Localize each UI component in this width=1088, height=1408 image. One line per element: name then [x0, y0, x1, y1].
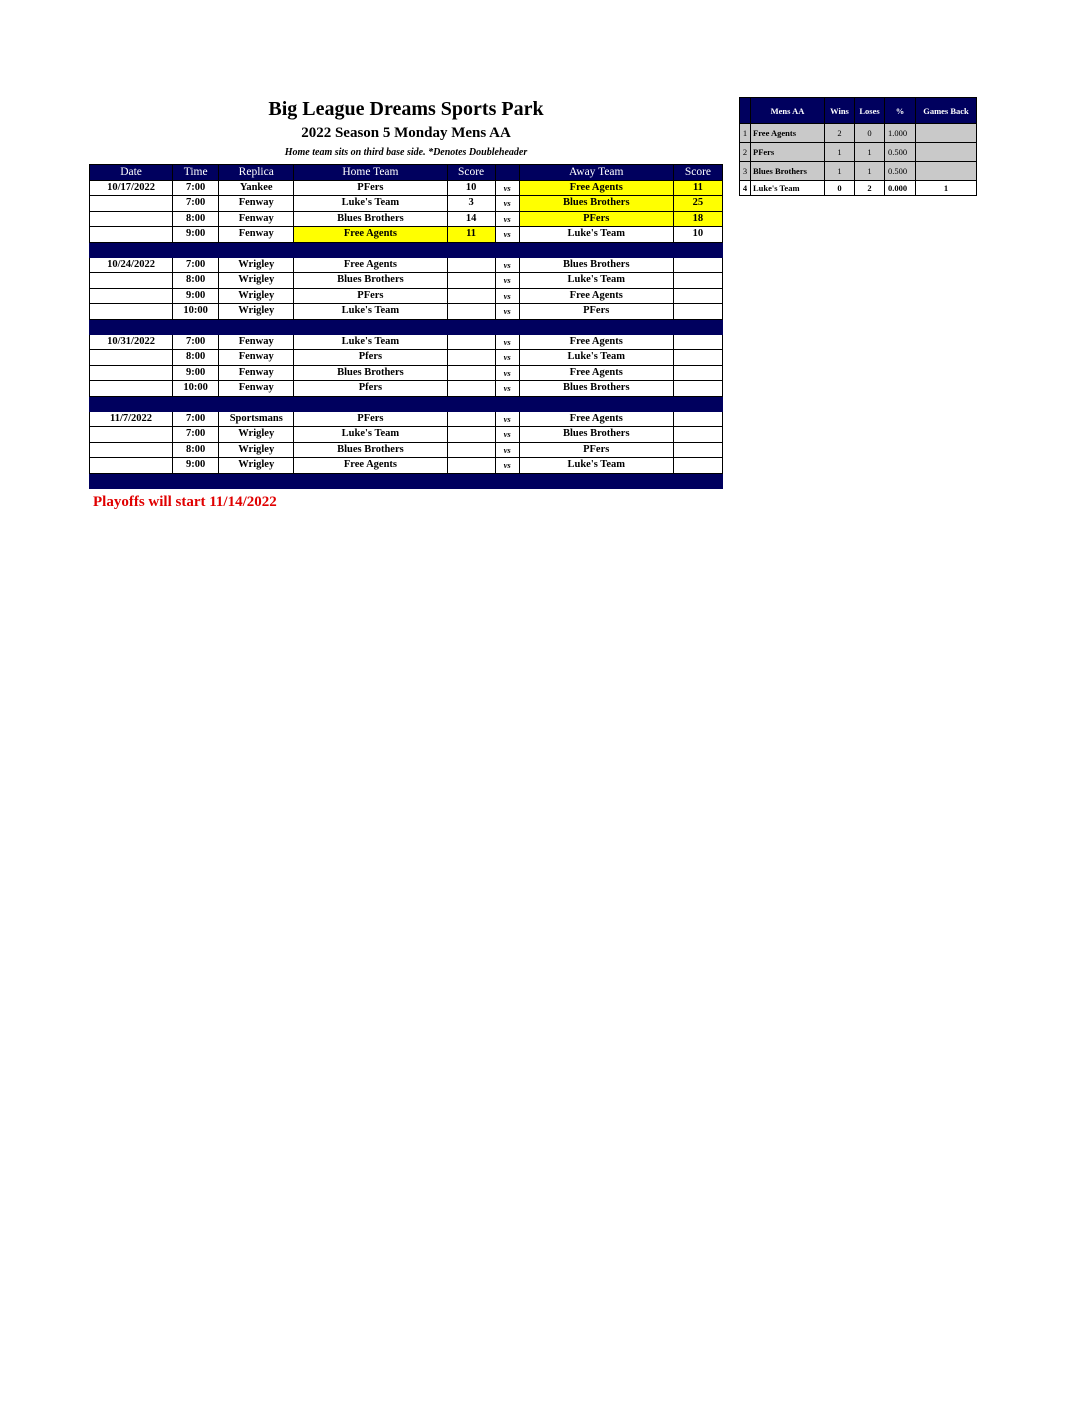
standings-row: [740, 124, 977, 143]
standings-pct: 0.500: [885, 143, 916, 162]
separator-cell: [495, 319, 519, 334]
standings-loses: 1: [855, 143, 885, 162]
home-team: Blues Brothers: [294, 273, 447, 289]
separator-cell: [294, 473, 447, 488]
schedule-body: [90, 180, 723, 488]
standings-rank: 3: [740, 162, 751, 181]
game-date: [90, 288, 173, 304]
standings-body: [740, 124, 977, 196]
game-field: Fenway: [219, 365, 294, 381]
away-score: [673, 257, 722, 273]
standings-games-back: [916, 143, 977, 162]
away-team: PFers: [519, 304, 673, 320]
separator-cell: [90, 396, 173, 411]
standings-wins: 1: [825, 143, 855, 162]
page-note: Home team sits on third base side. *Denotes Doubleheader: [284, 147, 528, 158]
away-team: Free Agents: [519, 365, 673, 381]
game-date: [90, 273, 173, 289]
away-team: Free Agents: [519, 180, 673, 196]
game-field: Yankee: [219, 180, 294, 196]
game-time: 9:00: [173, 458, 219, 474]
column-header-date: Date: [90, 165, 173, 181]
game-time: 7:00: [173, 411, 219, 427]
column-header-time: Time: [173, 165, 219, 181]
home-score: [447, 257, 495, 273]
game-time: 8:00: [173, 350, 219, 366]
home-score: [447, 442, 495, 458]
game-date: [90, 304, 173, 320]
away-team: Blues Brothers: [519, 427, 673, 443]
standings-loses: 0: [855, 124, 885, 143]
game-field: Fenway: [219, 334, 294, 350]
away-score: [673, 288, 722, 304]
game-field: Fenway: [219, 381, 294, 397]
standings-wins: 0: [825, 181, 855, 196]
home-score: 11: [447, 227, 495, 243]
standings-header-games-back: Games Back: [916, 98, 977, 124]
away-team: Luke's Team: [519, 273, 673, 289]
page-title: Big League Dreams Sports Park: [268, 98, 544, 120]
vs-label: vs: [495, 180, 519, 196]
vs-label: vs: [495, 196, 519, 212]
separator-cell: [519, 319, 673, 334]
game-field: Fenway: [219, 227, 294, 243]
standings-loses: 1: [855, 162, 885, 181]
standings-team: Blues Brothers: [751, 162, 825, 181]
home-score: [447, 334, 495, 350]
home-team: PFers: [294, 180, 447, 196]
separator-cell: [519, 396, 673, 411]
away-team: Luke's Team: [519, 458, 673, 474]
vs-label: vs: [495, 350, 519, 366]
separator-cell: [294, 242, 447, 257]
home-score: [447, 458, 495, 474]
home-score: 10: [447, 180, 495, 196]
game-row: [90, 180, 723, 196]
away-score: [673, 381, 722, 397]
game-row: [90, 381, 723, 397]
standings-games-back: [916, 124, 977, 143]
standings-pct: 0.000: [885, 181, 916, 196]
away-score: [673, 442, 722, 458]
game-field: Wrigley: [219, 304, 294, 320]
game-date: [90, 458, 173, 474]
game-date: [90, 350, 173, 366]
away-score: [673, 427, 722, 443]
away-team: Free Agents: [519, 334, 673, 350]
away-score: [673, 350, 722, 366]
away-score: [673, 365, 722, 381]
game-row: [90, 257, 723, 273]
standings-team: PFers: [751, 143, 825, 162]
page-subtitle: 2022 Season 5 Monday Mens AA: [301, 125, 511, 141]
separator-cell: [673, 396, 722, 411]
game-row: [90, 227, 723, 243]
away-team: Free Agents: [519, 288, 673, 304]
week-separator: [90, 319, 723, 334]
column-header-vs: [495, 165, 519, 181]
game-date: [90, 196, 173, 212]
home-score: 3: [447, 196, 495, 212]
vs-label: vs: [495, 458, 519, 474]
game-field: Fenway: [219, 211, 294, 227]
separator-cell: [447, 242, 495, 257]
week-separator: [90, 242, 723, 257]
home-score: [447, 304, 495, 320]
column-header-replica: Replica: [219, 165, 294, 181]
separator-cell: [294, 319, 447, 334]
separator-cell: [495, 396, 519, 411]
separator-cell: [294, 396, 447, 411]
separator-cell: [173, 242, 219, 257]
game-time: 7:00: [173, 196, 219, 212]
separator-cell: [90, 473, 173, 488]
home-score: [447, 273, 495, 289]
home-score: [447, 365, 495, 381]
home-score: [447, 350, 495, 366]
away-team: PFers: [519, 442, 673, 458]
standings-wins: 2: [825, 124, 855, 143]
game-time: 9:00: [173, 365, 219, 381]
game-row: [90, 458, 723, 474]
standings-rank: 2: [740, 143, 751, 162]
separator-cell: [519, 473, 673, 488]
game-date: 10/31/2022: [90, 334, 173, 350]
game-field: Wrigley: [219, 288, 294, 304]
vs-label: vs: [495, 304, 519, 320]
separator-cell: [173, 473, 219, 488]
standings-rank: 4: [740, 181, 751, 196]
standings-games-back: [916, 162, 977, 181]
separator-cell: [519, 242, 673, 257]
away-score: [673, 458, 722, 474]
game-row: [90, 411, 723, 427]
vs-label: vs: [495, 442, 519, 458]
vs-label: vs: [495, 381, 519, 397]
vs-label: vs: [495, 365, 519, 381]
vs-label: vs: [495, 334, 519, 350]
game-row: [90, 365, 723, 381]
game-row: [90, 350, 723, 366]
home-team: Free Agents: [294, 257, 447, 273]
standings-row: [740, 181, 977, 196]
home-team: PFers: [294, 411, 447, 427]
game-time: 10:00: [173, 304, 219, 320]
game-field: Sportsmans: [219, 411, 294, 427]
game-time: 7:00: [173, 257, 219, 273]
week-separator: [90, 396, 723, 411]
standings-team: Luke's Team: [751, 181, 825, 196]
standings-header-row: [740, 98, 977, 124]
game-time: 7:00: [173, 334, 219, 350]
separator-cell: [447, 319, 495, 334]
game-row: [90, 288, 723, 304]
game-time: 8:00: [173, 211, 219, 227]
schedule-table: [89, 164, 723, 489]
game-field: Fenway: [219, 350, 294, 366]
separator-cell: [173, 396, 219, 411]
vs-label: vs: [495, 288, 519, 304]
game-date: [90, 381, 173, 397]
game-time: 10:00: [173, 381, 219, 397]
game-date: [90, 427, 173, 443]
column-header-away-score: Score: [673, 165, 722, 181]
separator-cell: [90, 319, 173, 334]
away-team: PFers: [519, 211, 673, 227]
vs-label: vs: [495, 273, 519, 289]
separator-cell: [673, 319, 722, 334]
home-team: Pfers: [294, 381, 447, 397]
home-team: Luke's Team: [294, 196, 447, 212]
standings-pct: 0.500: [885, 162, 916, 181]
game-field: Wrigley: [219, 257, 294, 273]
separator-cell: [90, 242, 173, 257]
game-field: Wrigley: [219, 427, 294, 443]
game-date: [90, 211, 173, 227]
separator-cell: [173, 319, 219, 334]
away-team: Luke's Team: [519, 227, 673, 243]
vs-label: vs: [495, 257, 519, 273]
away-team: Blues Brothers: [519, 257, 673, 273]
standings-pct: 1.000: [885, 124, 916, 143]
away-team: Free Agents: [519, 411, 673, 427]
vs-label: vs: [495, 227, 519, 243]
home-team: Luke's Team: [294, 304, 447, 320]
away-score: 11: [673, 180, 722, 196]
away-score: [673, 304, 722, 320]
week-separator: [90, 473, 723, 488]
separator-cell: [447, 473, 495, 488]
game-row: [90, 442, 723, 458]
game-time: 7:00: [173, 427, 219, 443]
home-score: [447, 381, 495, 397]
game-row: [90, 427, 723, 443]
home-team: Luke's Team: [294, 427, 447, 443]
game-time: 9:00: [173, 227, 219, 243]
standings-games-back: 1: [916, 181, 977, 196]
standings-header-pct: %: [885, 98, 916, 124]
away-score: 18: [673, 211, 722, 227]
away-score: [673, 411, 722, 427]
game-field: Wrigley: [219, 458, 294, 474]
standings-header-wins: Wins: [825, 98, 855, 124]
standings-wins: 1: [825, 162, 855, 181]
game-field: Wrigley: [219, 273, 294, 289]
away-team: Luke's Team: [519, 350, 673, 366]
game-date: [90, 442, 173, 458]
playoffs-note: Playoffs will start 11/14/2022: [93, 494, 277, 510]
home-score: [447, 411, 495, 427]
game-time: 9:00: [173, 288, 219, 304]
game-field: Fenway: [219, 196, 294, 212]
separator-cell: [673, 473, 722, 488]
away-score: [673, 273, 722, 289]
separator-cell: [219, 242, 294, 257]
column-header-away-team: Away Team: [519, 165, 673, 181]
separator-cell: [219, 396, 294, 411]
standings-header-division: Mens AA: [751, 98, 825, 124]
home-team: PFers: [294, 288, 447, 304]
separator-cell: [673, 242, 722, 257]
game-time: 7:00: [173, 180, 219, 196]
home-team: Blues Brothers: [294, 442, 447, 458]
standings-loses: 2: [855, 181, 885, 196]
home-team: Blues Brothers: [294, 365, 447, 381]
home-team: Pfers: [294, 350, 447, 366]
separator-cell: [495, 473, 519, 488]
home-team: Blues Brothers: [294, 211, 447, 227]
separator-cell: [219, 473, 294, 488]
game-row: [90, 334, 723, 350]
home-team: Free Agents: [294, 227, 447, 243]
game-field: Wrigley: [219, 442, 294, 458]
game-date: [90, 227, 173, 243]
standings-table: [739, 97, 977, 196]
separator-cell: [447, 396, 495, 411]
home-score: [447, 288, 495, 304]
home-score: [447, 427, 495, 443]
standings-header-rank: [740, 98, 751, 124]
home-team: Free Agents: [294, 458, 447, 474]
game-row: [90, 273, 723, 289]
game-date: 10/17/2022: [90, 180, 173, 196]
standings-row: [740, 162, 977, 181]
standings-header-loses: Loses: [855, 98, 885, 124]
home-team: Luke's Team: [294, 334, 447, 350]
game-time: 8:00: [173, 273, 219, 289]
game-date: [90, 365, 173, 381]
standings-row: [740, 143, 977, 162]
column-header-home-team: Home Team: [294, 165, 447, 181]
away-team: Blues Brothers: [519, 196, 673, 212]
away-score: 25: [673, 196, 722, 212]
home-score: 14: [447, 211, 495, 227]
separator-cell: [495, 242, 519, 257]
away-team: Blues Brothers: [519, 381, 673, 397]
vs-label: vs: [495, 411, 519, 427]
game-row: [90, 196, 723, 212]
game-row: [90, 304, 723, 320]
game-date: 11/7/2022: [90, 411, 173, 427]
game-row: [90, 211, 723, 227]
away-score: 10: [673, 227, 722, 243]
schedule-header-row: [90, 165, 723, 181]
vs-label: vs: [495, 211, 519, 227]
column-header-home-score: Score: [447, 165, 495, 181]
game-date: 10/24/2022: [90, 257, 173, 273]
away-score: [673, 334, 722, 350]
standings-team: Free Agents: [751, 124, 825, 143]
standings-rank: 1: [740, 124, 751, 143]
vs-label: vs: [495, 427, 519, 443]
game-time: 8:00: [173, 442, 219, 458]
separator-cell: [219, 319, 294, 334]
